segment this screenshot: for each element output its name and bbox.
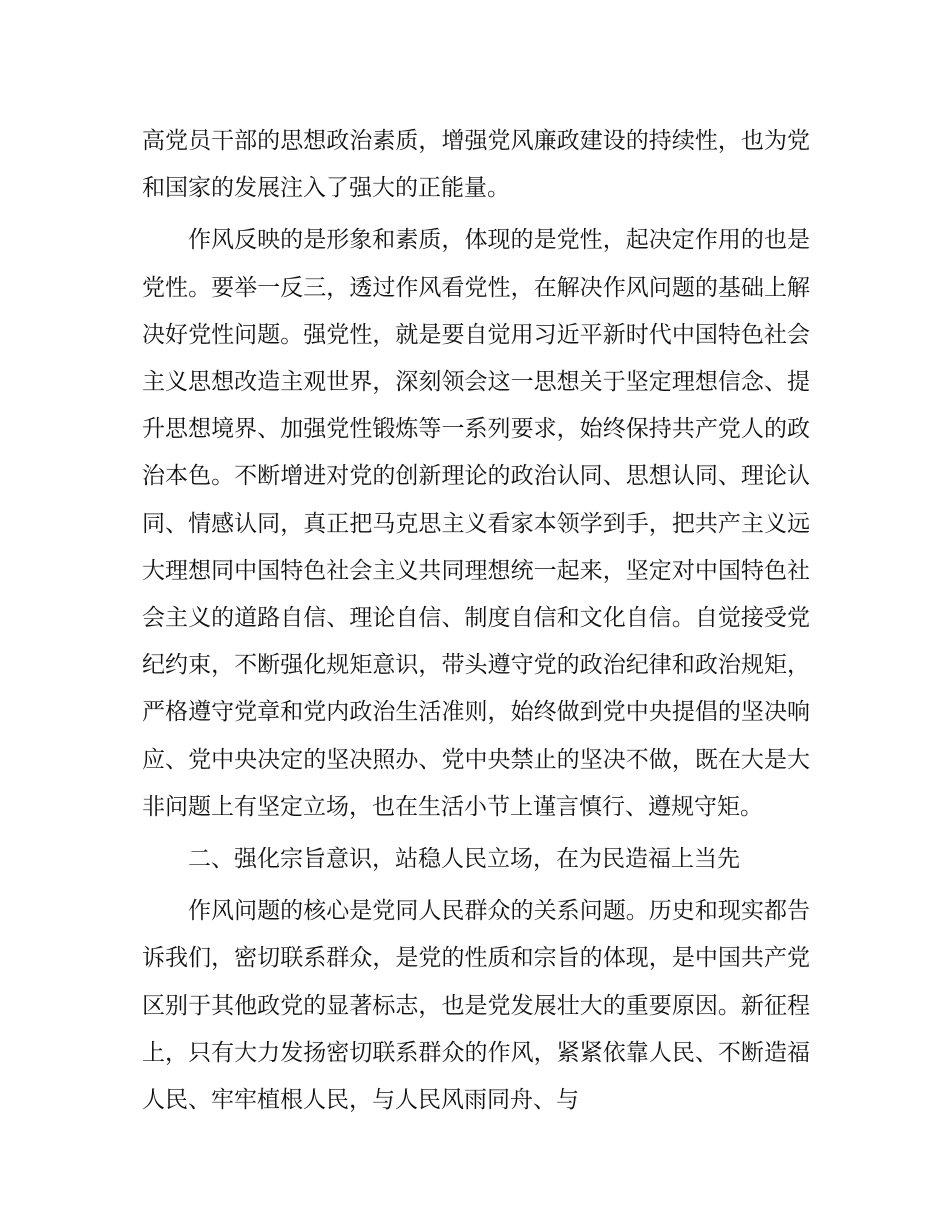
- document-body: [142, 118, 810, 1129]
- paragraph-3: 作风问题的核心是党同人民群众的关系问题。历史和现实都告诉我们，密切联系群众，是党的性质和宗旨的体现，是中国共产党区别于其他政党的显著标志，也是党发展壮大的重要原因。新征程上，只有大力发扬密切联系群众的作风，紧紧依靠人民、不断造福人民、牢牢植根人民，与人民风雨同舟、与: [142, 898, 810, 1114]
- paragraph-2: 作风反映的是形象和素质，体现的是党性，起决定作用的也是党性。要举一反三，透过作风看党性，在解决作风问题的基础上解决好党性问题。强党性，就是要自觉用习近平新时代中国特色社会主义思想改造主观世界，深刻领会这一思想关于坚定理想信念、提升思想境界、加强党性锻炼等一系列要求，始终保持共产党人的政治本色。不断增进对党的创新理论的政治认同、思想认同、理论认同、情感认同，真正把马克思主义看家本领学到手，把共产主义远大理想同中国特色社会主义共同理想统一起来，坚定对中国特色社会主义的道路自信、理论自信、制度自信和文化自信。自觉接受党纪约束，不断强化规矩意识，带头遵守党的政治纪律和政治规矩，严格遵守党章和党内政治生活准则，始终做到党中央提倡的坚决响应、党中央决定的坚决照办、党中央禁止的坚决不做，既在大是大非问题上有坚定立场，也在生活小节上谨言慎行、遵规守矩。: [142, 227, 810, 820]
- paragraph-1: 高党员干部的思想政治素质，增强党风廉政建设的持续性，也为党和国家的发展注入了强大的正能量。: [142, 128, 810, 202]
- section-heading: 二、强化宗旨意识，站稳人民立场，在为民造福上当先: [188, 846, 740, 873]
